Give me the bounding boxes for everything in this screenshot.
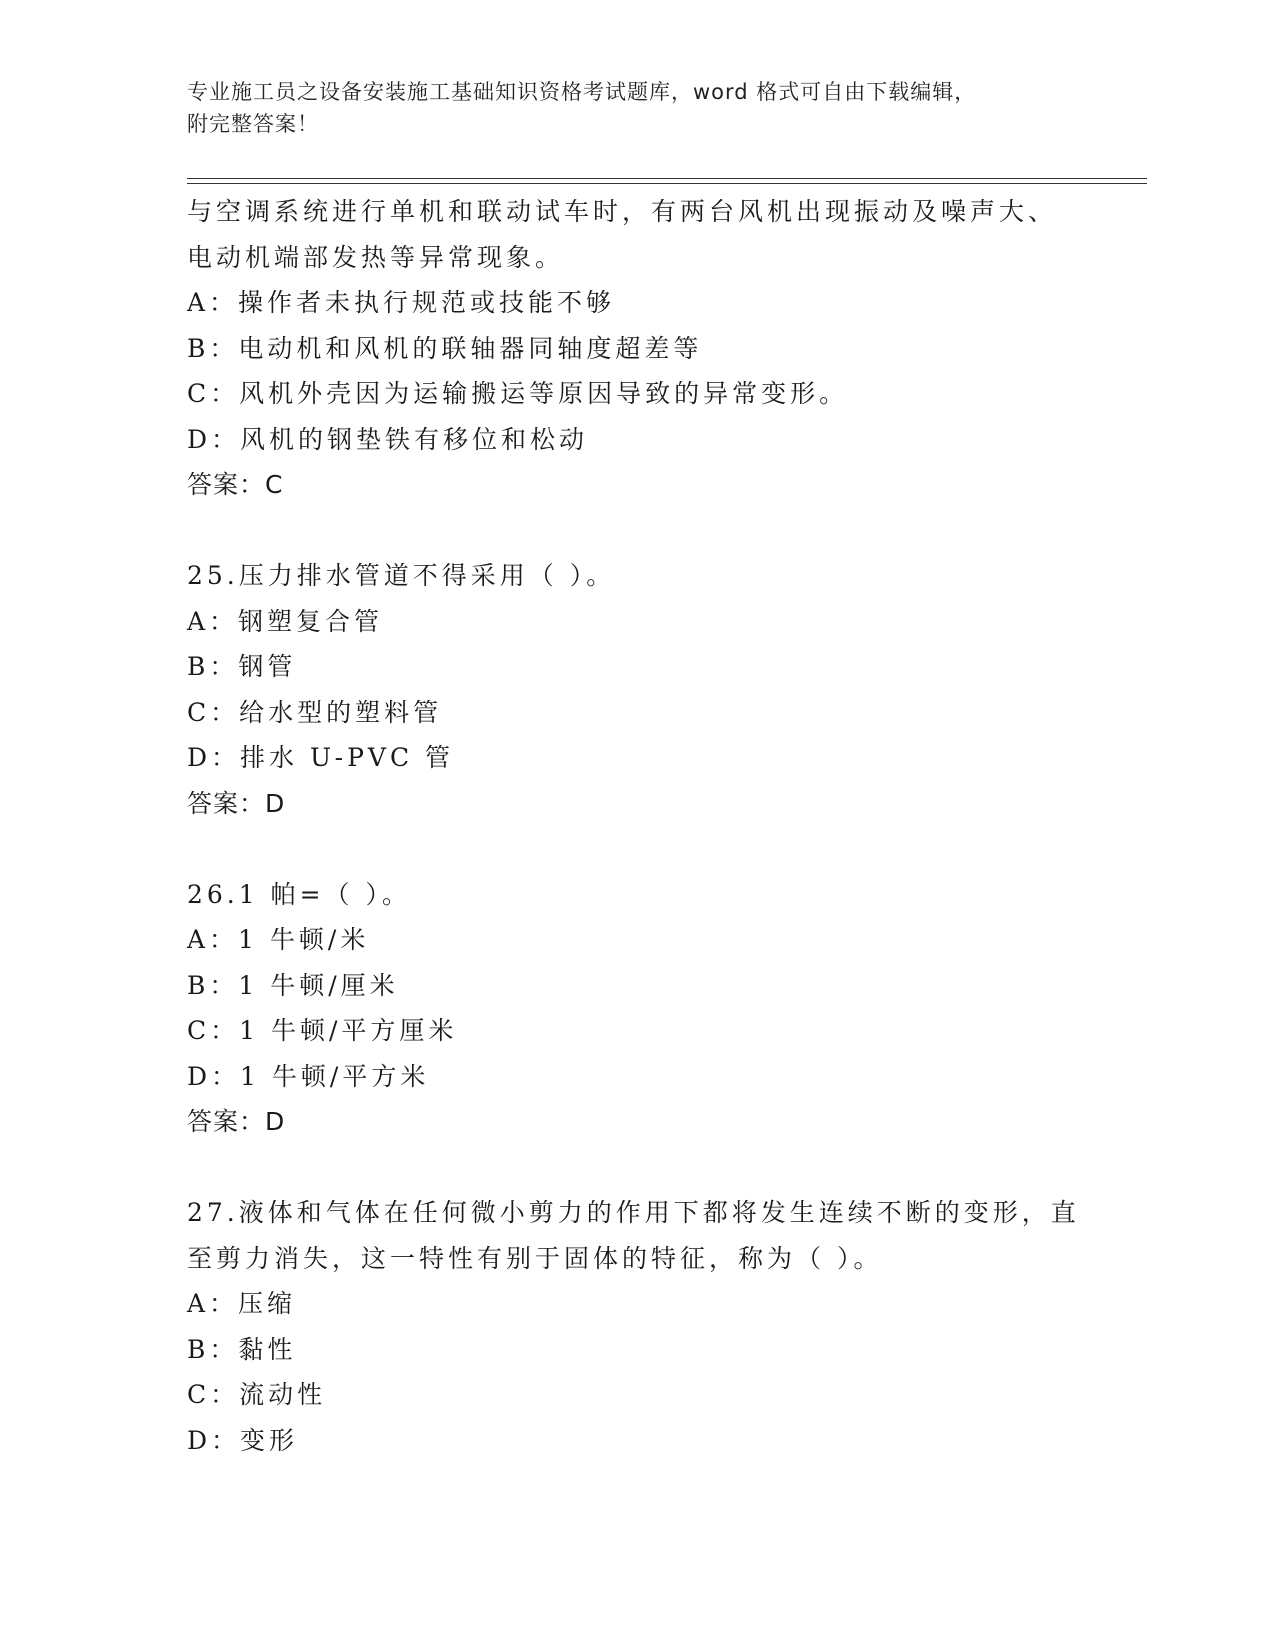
question-stem: 27.液体和气体在任何微小剪力的作用下都将发生连续不断的变形，直 [187, 1198, 1080, 1227]
header-rule-bottom [187, 183, 1147, 184]
option-a: A：压缩 [187, 1289, 297, 1318]
header-rule-top [187, 178, 1147, 179]
question-26 [187, 872, 1107, 1145]
option-a: A：钢塑复合管 [187, 606, 384, 636]
option-b: B：电动机和风机的联轴器同轴度超差等 [187, 333, 703, 363]
answer: 答案：D [187, 788, 286, 818]
option-a: A：1 牛顿/米 [187, 925, 370, 954]
option-c: C：给水型的塑料管 [187, 697, 443, 727]
question-list [187, 189, 1107, 1463]
option-d: D：排水 U-PVC 管 [187, 743, 455, 772]
question-stem: 25.压力排水管道不得采用（ ）。 [187, 561, 616, 590]
question-stem: 与空调系统进行单机和联动试车时，有两台风机出现振动及噪声大、 [187, 197, 1058, 226]
question-stem-continued: 电动机端部发热等异常现象。 [187, 242, 565, 272]
option-d: D：1 牛顿/平方米 [187, 1061, 430, 1091]
option-a: A：操作者未执行规范或技能不够 [187, 288, 616, 317]
intro-line-2: 附完整答案！ [187, 112, 319, 136]
question-stem: 26.1 帕=（ ）。 [187, 879, 412, 909]
option-d: D：变形 [187, 1425, 299, 1455]
option-c: C：风机外壳因为运输搬运等原因导致的异常变形。 [187, 379, 849, 408]
option-b: B：钢管 [187, 652, 297, 681]
option-c: C：流动性 [187, 1380, 327, 1409]
question-27 [187, 1190, 1107, 1463]
option-c: C：1 牛顿/平方厘米 [187, 1016, 458, 1045]
question-25 [187, 553, 1107, 826]
option-d: D：风机的钢垫铁有移位和松动 [187, 424, 589, 454]
option-b: B：黏性 [187, 1334, 297, 1364]
question-stem-continued: 至剪力消失，这一特性有别于固体的特征，称为（ ）。 [187, 1243, 883, 1273]
answer: 答案：C [187, 470, 284, 499]
intro-line-1: 专业施工员之设备安装施工基础知识资格考试题库，word 格式可自由下载编辑， [187, 80, 977, 104]
option-b: B：1 牛顿/厘米 [187, 970, 399, 1000]
spacer [187, 826, 1107, 872]
spacer [187, 508, 1107, 554]
question-24 [187, 189, 1107, 508]
answer: 答案：D [187, 1107, 286, 1136]
spacer [187, 1145, 1107, 1191]
document-intro [187, 76, 1087, 140]
